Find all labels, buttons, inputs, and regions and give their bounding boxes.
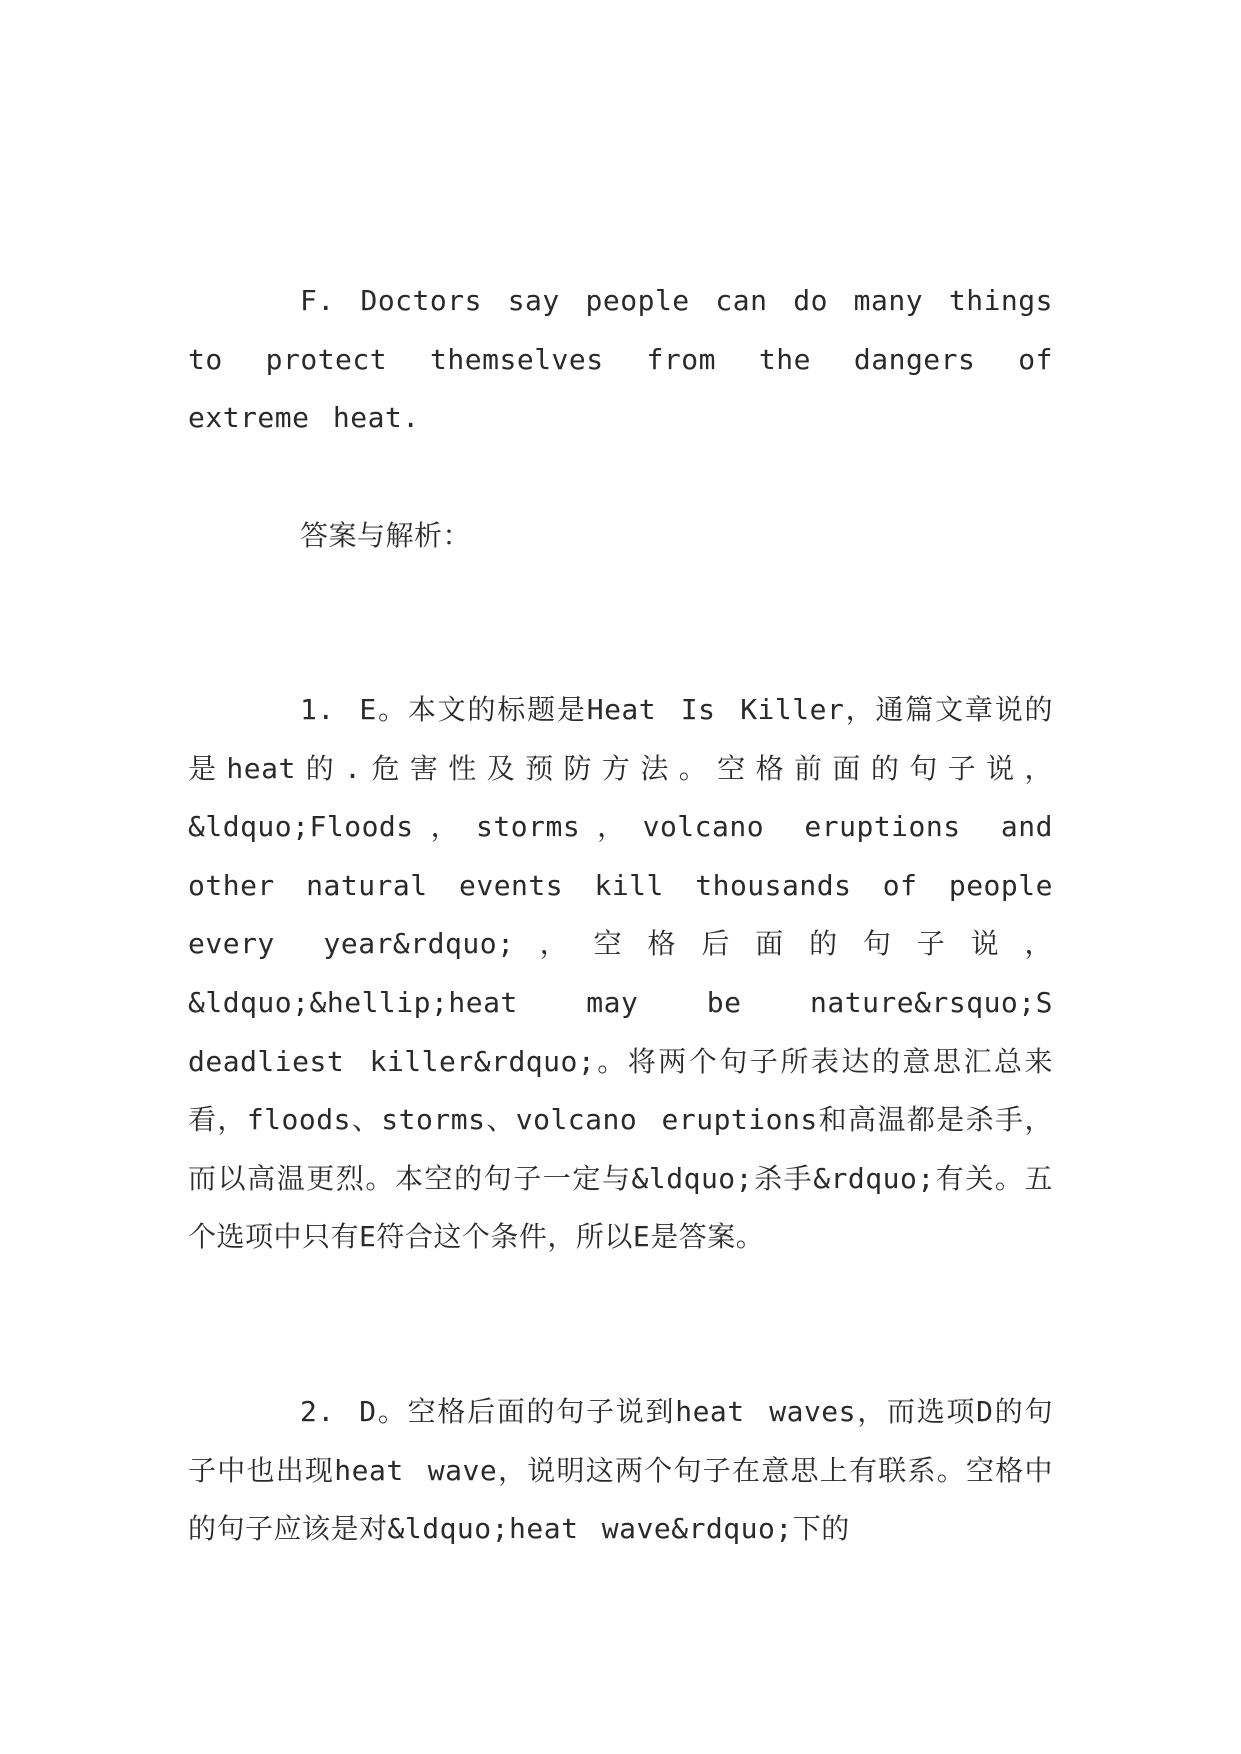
answer-2-paragraph: 2. D。空格后面的句子说到heat waves，而选项D的句子中也出现heat wave，说明这两个句子在意思上有联系。空格中的句子应该是对&ldquo;heat wave&rdquo;下的 xyxy=(188,1395,1053,1546)
answer-1-paragraph: 1. E。本文的标题是Heat Is Killer，通篇文章说的是heat的.危害性及预防方法。空格前面的句子说，&ldquo;Floods，storms，volcano eruptions and other natural events kill thousands of people every year&rdquo;，空格后面的句子说，&ldquo;&hellip;heat may be nature&rsquo;S deadliest killer&rdquo;。将两个句子所表达的意思汇总来看，floods、storms、volcano eruptions和高温都是杀手，而以高温更烈。本空的句子一定与&ldquo;杀手&rdquo;有关。五个选项中只有E符合这个条件，所以E是答案。 xyxy=(188,693,1053,1254)
answer-heading: 答案与解析： xyxy=(300,519,472,552)
option-f-paragraph: F. Doctors say people can do many things to protect themselves from the dangers of extreme heat. xyxy=(188,284,1053,435)
